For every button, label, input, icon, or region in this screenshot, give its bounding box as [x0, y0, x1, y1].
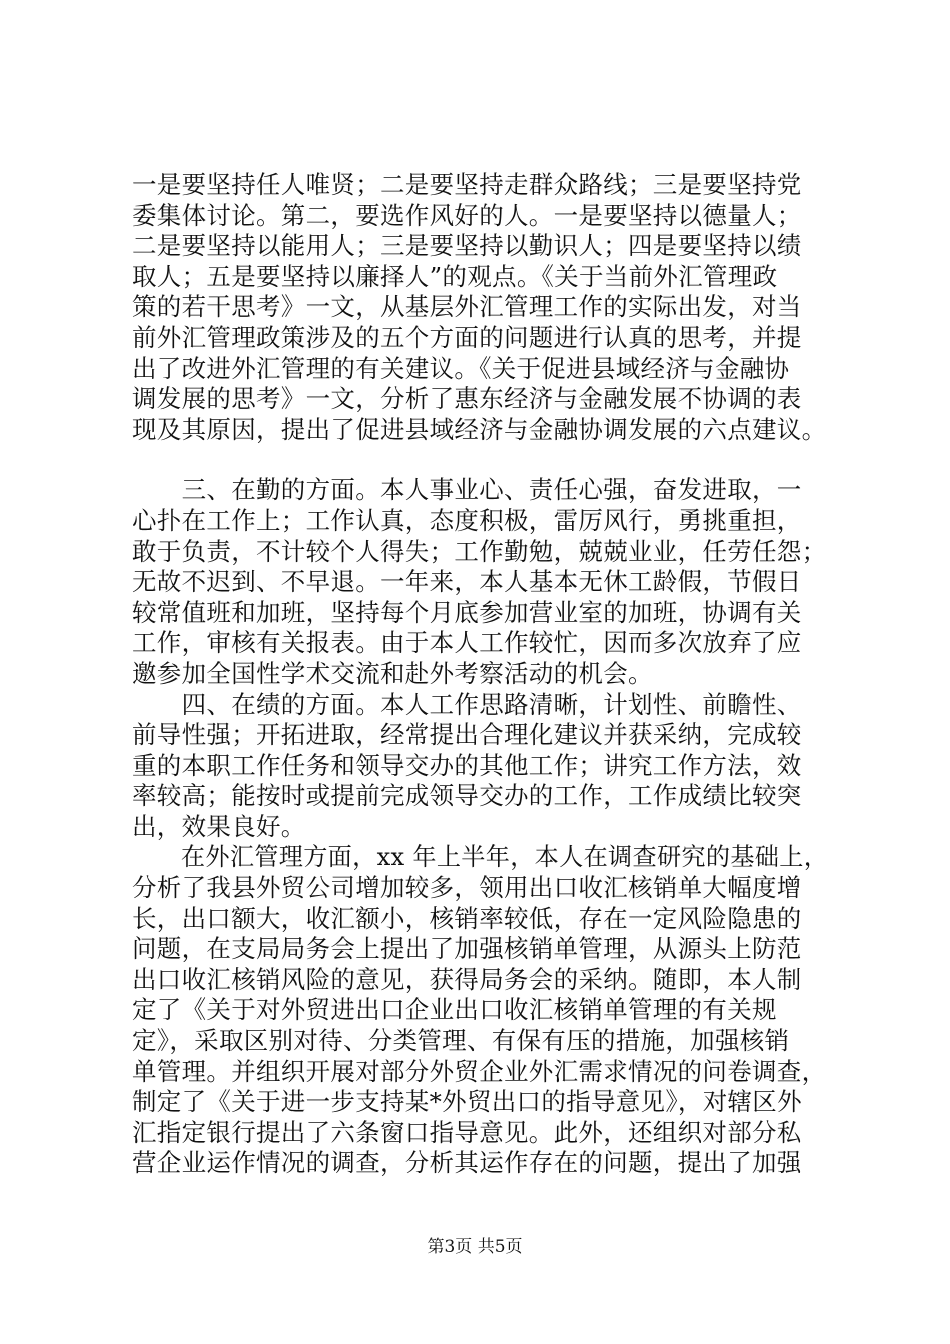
paragraph-selection-criteria: [132, 170, 832, 445]
text-line: 三、在勤的方面。本人事业心、责任心强，奋发进取，一: [132, 475, 802, 505]
text-line: 无故不迟到、不早退。一年来，本人基本无休工龄假，节假日: [132, 567, 802, 597]
text-line: 策的若干思考》一文，从基层外汇管理工作的实际出发，对当: [132, 292, 802, 322]
text-line: 工作，审核有关报表。由于本人工作较忙，因而多次放弃了应: [132, 628, 802, 658]
text-line: 取人；五是要坚持以廉择人”的观点。《关于当前外汇管理政: [132, 261, 778, 291]
text-line: 重的本职工作任务和领导交办的其他工作；讲究工作方法，效: [132, 750, 802, 780]
text-line: 单管理。并组织开展对部分外贸企业外汇需求情况的问卷调查，: [132, 1056, 827, 1086]
text-line: 邀参加全国性学术交流和赴外考察活动的机会。: [132, 658, 653, 688]
text-line: 较常值班和加班，坚持每个月底参加营业室的加班，协调有关: [132, 597, 802, 627]
text-line: 在外汇管理方面，xx 年上半年，本人在调查研究的基础上，: [132, 843, 829, 872]
paragraph-forex-management: [132, 842, 832, 1179]
text-line: 制定了《关于进一步支持某*外贸出口的指导意见》，对辖区外: [132, 1087, 802, 1117]
text-line: 出，效果良好。: [132, 811, 306, 841]
text-line: 出口收汇核销风险的意见，获得局务会的采纳。随即，本人制: [132, 964, 802, 994]
text-line: 定》，采取区别对待、分类管理、有保有压的措施，加强核销: [132, 1026, 790, 1056]
text-line: 汇指定银行提出了六条窗口指导意见。此外，还组织对部分私: [132, 1117, 802, 1147]
text-line: 问题，在支局局务会上提出了加强核销单管理，从源头上防范: [132, 934, 802, 964]
paragraph-diligence: [132, 475, 832, 689]
paragraph-spacer: [132, 445, 832, 475]
text-line: 定了《关于对外贸进出口企业出口收汇核销单管理的有关规: [132, 995, 777, 1025]
text-line: 出了改进外汇管理的有关建议。《关于促进县域经济与金融协: [132, 353, 790, 383]
text-line: 委集体讨论。第二，要选作风好的人。一是要坚持以德量人；: [132, 200, 802, 230]
text-line: 一是要坚持任人唯贤；二是要坚持走群众路线；三是要坚持党: [132, 170, 802, 199]
text-line: 长，出口额大，收汇额小，核销率较低，存在一定风险隐患的: [132, 903, 802, 933]
text-line: 率较高；能按时或提前完成领导交办的工作，工作成绩比较突: [132, 781, 802, 811]
document-body: [132, 170, 832, 1179]
paragraph-performance: [132, 690, 832, 843]
text-line: 调发展的思考》一文，分析了惠东经济与金融发展不协调的表: [132, 384, 802, 414]
text-line: 现及其原因，提出了促进县域经济与金融协调发展的六点建议。: [132, 414, 827, 444]
text-line: 二是要坚持以能用人；三是要坚持以勤识人；四是要坚持以绩: [132, 231, 802, 261]
text-line: 心扑在工作上；工作认真，态度积极，雷厉风行，勇挑重担，: [132, 505, 802, 535]
text-line: 前导性强；开拓进取，经常提出合理化建议并获采纳，完成较: [132, 720, 802, 750]
page-number-footer: 第3页 共5页: [427, 1237, 523, 1257]
text-line: 分析了我县外贸公司增加较多，领用出口收汇核销单大幅度增: [132, 873, 802, 903]
text-line: 敢于负责，不计较个人得失；工作勤勉，兢兢业业，任劳任怨；: [132, 536, 827, 566]
text-line: 四、在绩的方面。本人工作思路清晰，计划性、前瞻性、: [132, 689, 802, 719]
text-line: 前外汇管理政策涉及的五个方面的问题进行认真的思考，并提: [132, 322, 802, 352]
text-line: 营企业运作情况的调查，分析其运作存在的问题，提出了加强: [132, 1148, 802, 1178]
